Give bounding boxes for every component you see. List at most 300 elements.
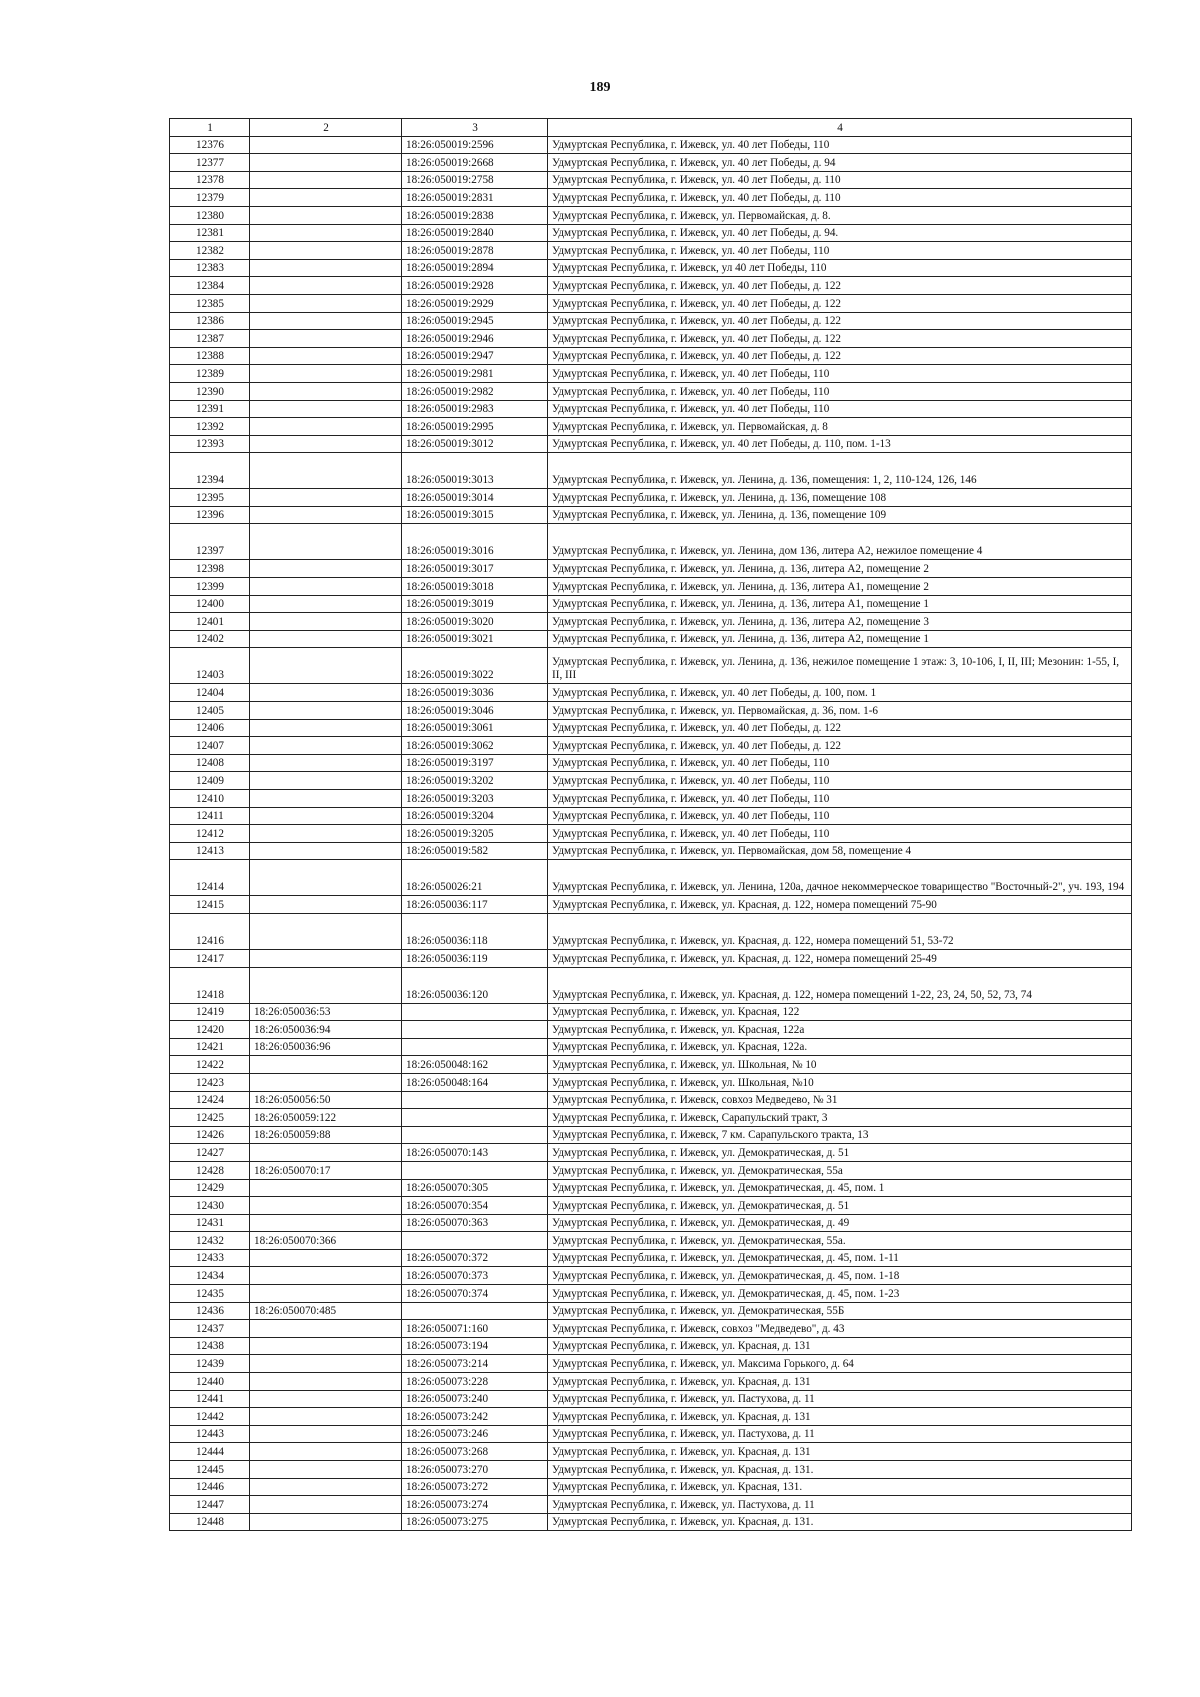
row-number: 12404	[170, 684, 250, 702]
table-row	[170, 1496, 1132, 1514]
table-row	[170, 1126, 1132, 1144]
cadastral-number-land	[250, 1056, 402, 1074]
cadastral-number-land	[250, 136, 402, 154]
cadastral-number-land	[250, 842, 402, 860]
address: Удмуртская Республика, г. Ижевск, ул. Первомайская, дом 58, помещение 4	[548, 842, 1132, 860]
cadastral-number-building: 18:26:050019:2894	[402, 259, 548, 277]
cadastral-number-building: 18:26:050048:164	[402, 1073, 548, 1091]
address: Удмуртская Республика, г. Ижевск, ул. 40 лет Победы, 110	[548, 790, 1132, 808]
cadastral-number-building: 18:26:050070:354	[402, 1197, 548, 1215]
table-row	[170, 578, 1132, 596]
address: Удмуртская Республика, г. Ижевск, ул. Ленина, д. 136, помещение 109	[548, 506, 1132, 524]
table-row	[170, 189, 1132, 207]
address: Удмуртская Республика, г. Ижевск, ул. 40 лет Победы, 110	[548, 136, 1132, 154]
row-number: 12418	[170, 967, 250, 1003]
row-number: 12440	[170, 1373, 250, 1391]
table-row	[170, 1443, 1132, 1461]
row-number: 12407	[170, 737, 250, 755]
cadastral-number-land	[250, 949, 402, 967]
address: Удмуртская Республика, г. Ижевск, ул. Школьная, №10	[548, 1073, 1132, 1091]
row-number: 12410	[170, 790, 250, 808]
cadastral-number-building: 18:26:050019:2945	[402, 312, 548, 330]
address: Удмуртская Республика, г. Ижевск, ул. 40 лет Победы, д. 94.	[548, 224, 1132, 242]
address: Удмуртская Республика, г. Ижевск, ул. Ленина, д. 136, нежилое помещение 1 этаж: 3, 10-106, I, II, III; Мезонин: 1-55, I, II, III	[548, 648, 1132, 684]
address: Удмуртская Республика, г. Ижевск, ул. 40 лет Победы, д. 122	[548, 277, 1132, 295]
table-row	[170, 330, 1132, 348]
row-number: 12416	[170, 913, 250, 949]
cadastral-number-building: 18:26:050019:2831	[402, 189, 548, 207]
row-number: 12399	[170, 578, 250, 596]
address: Удмуртская Республика, г. Ижевск, ул. 40 лет Победы, д. 122	[548, 347, 1132, 365]
column-header-2: 2	[250, 119, 402, 137]
address: Удмуртская Республика, г. Ижевск, ул. Школьная, № 10	[548, 1056, 1132, 1074]
address: Удмуртская Республика, г. Ижевск, ул. Ленина, дом 136, литера А2, нежилое помещение 4	[548, 524, 1132, 560]
table-row	[170, 400, 1132, 418]
registry-table	[169, 118, 1132, 1531]
row-number: 12436	[170, 1302, 250, 1320]
cadastral-number-land	[250, 171, 402, 189]
address: Удмуртская Республика, г. Ижевск, ул. Красная, д. 131	[548, 1337, 1132, 1355]
address: Удмуртская Республика, г. Ижевск, ул. Ленина, д. 136, литера А1, помещение 2	[548, 578, 1132, 596]
cadastral-number-land: 18:26:050036:94	[250, 1021, 402, 1039]
address: Удмуртская Республика, г. Ижевск, совхоз Медведево, № 31	[548, 1091, 1132, 1109]
address: Удмуртская Республика, г. Ижевск, ул. Первомайская, д. 8.	[548, 206, 1132, 224]
row-number: 12432	[170, 1232, 250, 1250]
cadastral-number-land	[250, 702, 402, 720]
cadastral-number-land	[250, 312, 402, 330]
table-row	[170, 206, 1132, 224]
cadastral-number-building: 18:26:050019:2995	[402, 418, 548, 436]
address: Удмуртская Республика, г. Ижевск, ул. Демократическая, д. 45, пом. 1	[548, 1179, 1132, 1197]
cadastral-number-building: 18:26:050019:3205	[402, 825, 548, 843]
cadastral-number-building: 18:26:050073:242	[402, 1408, 548, 1426]
address: Удмуртская Республика, г. Ижевск, ул. Красная, д. 131.	[548, 1461, 1132, 1479]
row-number: 12384	[170, 277, 250, 295]
table-row	[170, 560, 1132, 578]
cadastral-number-land	[250, 1197, 402, 1215]
cadastral-number-land	[250, 754, 402, 772]
row-number: 12424	[170, 1091, 250, 1109]
address: Удмуртская Республика, г. Ижевск, ул. Демократическая, д. 45, пом. 1-11	[548, 1249, 1132, 1267]
cadastral-number-building: 18:26:050073:272	[402, 1478, 548, 1496]
row-number: 12427	[170, 1144, 250, 1162]
cadastral-number-land	[250, 1179, 402, 1197]
table-row	[170, 702, 1132, 720]
cadastral-number-land	[250, 613, 402, 631]
table-row	[170, 224, 1132, 242]
table-row	[170, 1425, 1132, 1443]
table-row	[170, 825, 1132, 843]
row-number: 12443	[170, 1425, 250, 1443]
table-row	[170, 1179, 1132, 1197]
cadastral-number-building	[402, 1091, 548, 1109]
cadastral-number-land	[250, 772, 402, 790]
cadastral-number-building: 18:26:050019:2981	[402, 365, 548, 383]
table-row	[170, 1038, 1132, 1056]
row-number: 12415	[170, 896, 250, 914]
table-row	[170, 347, 1132, 365]
row-number: 12378	[170, 171, 250, 189]
cadastral-number-land	[250, 259, 402, 277]
table-row	[170, 613, 1132, 631]
row-number: 12423	[170, 1073, 250, 1091]
row-number: 12376	[170, 136, 250, 154]
cadastral-number-building: 18:26:050019:2946	[402, 330, 548, 348]
table-row	[170, 1478, 1132, 1496]
row-number: 12435	[170, 1285, 250, 1303]
row-number: 12400	[170, 595, 250, 613]
table-row	[170, 1109, 1132, 1127]
table-row	[170, 913, 1132, 949]
table-row	[170, 1461, 1132, 1479]
address: Удмуртская Республика, г. Ижевск, Сарапульский тракт, 3	[548, 1109, 1132, 1127]
table-row	[170, 1232, 1132, 1250]
table-row	[170, 896, 1132, 914]
cadastral-number-building: 18:26:050073:240	[402, 1390, 548, 1408]
address: Удмуртская Республика, г. Ижевск, ул. 40 лет Победы, 110	[548, 754, 1132, 772]
address: Удмуртская Республика, г. Ижевск, ул. 40 лет Победы, д. 122	[548, 719, 1132, 737]
address: Удмуртская Республика, г. Ижевск, ул. Красная, 131.	[548, 1478, 1132, 1496]
table-row	[170, 382, 1132, 400]
table-row	[170, 1144, 1132, 1162]
cadastral-number-building: 18:26:050070:372	[402, 1249, 548, 1267]
cadastral-number-building: 18:26:050036:120	[402, 967, 548, 1003]
cadastral-number-land	[250, 1461, 402, 1479]
table-row	[170, 506, 1132, 524]
table-row	[170, 1390, 1132, 1408]
row-number: 12437	[170, 1320, 250, 1338]
table-row	[170, 435, 1132, 453]
row-number: 12414	[170, 860, 250, 896]
table-row	[170, 489, 1132, 507]
row-number: 12419	[170, 1003, 250, 1021]
cadastral-number-land	[250, 913, 402, 949]
address: Удмуртская Республика, г. Ижевск, ул. 40 лет Победы, 110	[548, 400, 1132, 418]
table-row	[170, 595, 1132, 613]
cadastral-number-building: 18:26:050036:119	[402, 949, 548, 967]
cadastral-number-land	[250, 382, 402, 400]
row-number: 12442	[170, 1408, 250, 1426]
table-row	[170, 772, 1132, 790]
address: Удмуртская Республика, г. Ижевск, ул. Демократическая, д. 45, пом. 1-23	[548, 1285, 1132, 1303]
cadastral-number-building: 18:26:050019:582	[402, 842, 548, 860]
row-number: 12392	[170, 418, 250, 436]
row-number: 12379	[170, 189, 250, 207]
cadastral-number-land	[250, 1443, 402, 1461]
cadastral-number-land	[250, 648, 402, 684]
row-number: 12433	[170, 1249, 250, 1267]
table-row	[170, 277, 1132, 295]
cadastral-number-land	[250, 453, 402, 489]
row-number: 12439	[170, 1355, 250, 1373]
table-body	[170, 136, 1132, 1531]
row-number: 12405	[170, 702, 250, 720]
table-row	[170, 684, 1132, 702]
cadastral-number-land	[250, 347, 402, 365]
cadastral-number-land: 18:26:050059:88	[250, 1126, 402, 1144]
address: Удмуртская Республика, г. Ижевск, ул. Красная, д. 131.	[548, 1513, 1132, 1531]
table-row	[170, 259, 1132, 277]
cadastral-number-land	[250, 400, 402, 418]
cadastral-number-building: 18:26:050036:118	[402, 913, 548, 949]
row-number: 12391	[170, 400, 250, 418]
cadastral-number-land	[250, 435, 402, 453]
address: Удмуртская Республика, г. Ижевск, ул. Красная, д. 122, номера помещений 51, 53-72	[548, 913, 1132, 949]
table-row	[170, 807, 1132, 825]
cadastral-number-building: 18:26:050019:3204	[402, 807, 548, 825]
row-number: 12406	[170, 719, 250, 737]
cadastral-number-building: 18:26:050073:194	[402, 1337, 548, 1355]
cadastral-number-building: 18:26:050019:3020	[402, 613, 548, 631]
address: Удмуртская Республика, г. Ижевск, ул. Демократическая, 55а	[548, 1161, 1132, 1179]
address: Удмуртская Республика, г. Ижевск, ул. Красная, д. 122, номера помещений 75-90	[548, 896, 1132, 914]
cadastral-number-building	[402, 1109, 548, 1127]
cadastral-number-building: 18:26:050036:117	[402, 896, 548, 914]
cadastral-number-building: 18:26:050019:3021	[402, 630, 548, 648]
cadastral-number-building: 18:26:050019:2878	[402, 242, 548, 260]
address: Удмуртская Республика, г. Ижевск, ул. Первомайская, д. 36, пом. 1-6	[548, 702, 1132, 720]
address: Удмуртская Республика, г. Ижевск, ул. 40 лет Победы, 110	[548, 807, 1132, 825]
table-row	[170, 630, 1132, 648]
cadastral-number-land	[250, 825, 402, 843]
cadastral-number-land	[250, 807, 402, 825]
table-row	[170, 1355, 1132, 1373]
cadastral-number-building: 18:26:050019:3203	[402, 790, 548, 808]
row-number: 12402	[170, 630, 250, 648]
row-number: 12445	[170, 1461, 250, 1479]
cadastral-number-land: 18:26:050059:122	[250, 1109, 402, 1127]
cadastral-number-land	[250, 1320, 402, 1338]
row-number: 12390	[170, 382, 250, 400]
table-row	[170, 1302, 1132, 1320]
address: Удмуртская Республика, г. Ижевск, ул. 40 лет Победы, д. 110	[548, 171, 1132, 189]
row-number: 12426	[170, 1126, 250, 1144]
table-row	[170, 719, 1132, 737]
cadastral-number-land	[250, 277, 402, 295]
row-number: 12388	[170, 347, 250, 365]
row-number: 12417	[170, 949, 250, 967]
cadastral-number-building: 18:26:050048:162	[402, 1056, 548, 1074]
cadastral-number-building: 18:26:050070:305	[402, 1179, 548, 1197]
cadastral-number-land	[250, 506, 402, 524]
row-number: 12420	[170, 1021, 250, 1039]
cadastral-number-building: 18:26:050019:2838	[402, 206, 548, 224]
cadastral-number-land	[250, 1073, 402, 1091]
row-number: 12447	[170, 1496, 250, 1514]
cadastral-number-building: 18:26:050019:3016	[402, 524, 548, 560]
address: Удмуртская Республика, г. Ижевск, ул. 40 лет Победы, 110	[548, 242, 1132, 260]
table-row	[170, 737, 1132, 755]
address: Удмуртская Республика, г. Ижевск, ул. 40 лет Победы, д. 110	[548, 189, 1132, 207]
cadastral-number-building: 18:26:050019:3015	[402, 506, 548, 524]
row-number: 12408	[170, 754, 250, 772]
table-row	[170, 1285, 1132, 1303]
table-row	[170, 1373, 1132, 1391]
cadastral-number-land	[250, 1355, 402, 1373]
cadastral-number-land	[250, 684, 402, 702]
address: Удмуртская Республика, г. Ижевск, ул. 40 лет Победы, 110	[548, 365, 1132, 383]
table-row	[170, 154, 1132, 172]
cadastral-number-building: 18:26:050019:3046	[402, 702, 548, 720]
cadastral-number-building: 18:26:050019:3202	[402, 772, 548, 790]
row-number: 12387	[170, 330, 250, 348]
page-number: 189	[589, 80, 611, 95]
cadastral-number-building: 18:26:050019:2928	[402, 277, 548, 295]
cadastral-number-building: 18:26:050070:363	[402, 1214, 548, 1232]
cadastral-number-building: 18:26:050019:2947	[402, 347, 548, 365]
cadastral-number-building: 18:26:050073:228	[402, 1373, 548, 1391]
table-row	[170, 1249, 1132, 1267]
table-row	[170, 1214, 1132, 1232]
row-number: 12413	[170, 842, 250, 860]
row-number: 12381	[170, 224, 250, 242]
row-number: 12382	[170, 242, 250, 260]
address: Удмуртская Республика, г. Ижевск, ул. Пастухова, д. 11	[548, 1496, 1132, 1514]
cadastral-number-building: 18:26:050070:374	[402, 1285, 548, 1303]
cadastral-number-building: 18:26:050019:2840	[402, 224, 548, 242]
cadastral-number-land	[250, 365, 402, 383]
cadastral-number-building	[402, 1003, 548, 1021]
cadastral-number-land	[250, 1144, 402, 1162]
address: Удмуртская Республика, г. Ижевск, ул. Демократическая, д. 45, пом. 1-18	[548, 1267, 1132, 1285]
table-row	[170, 365, 1132, 383]
cadastral-number-building: 18:26:050019:2758	[402, 171, 548, 189]
address: Удмуртская Республика, г. Ижевск, ул 40 лет Победы, 110	[548, 259, 1132, 277]
cadastral-number-building: 18:26:050019:2668	[402, 154, 548, 172]
cadastral-number-building: 18:26:050019:3036	[402, 684, 548, 702]
table-row	[170, 1021, 1132, 1039]
address: Удмуртская Республика, г. Ижевск, ул. Красная, 122а.	[548, 1038, 1132, 1056]
address: Удмуртская Республика, г. Ижевск, ул. 40 лет Победы, д. 122	[548, 330, 1132, 348]
table-row	[170, 312, 1132, 330]
table-row	[170, 418, 1132, 436]
cadastral-number-land	[250, 524, 402, 560]
cadastral-number-land	[250, 1214, 402, 1232]
row-number: 12383	[170, 259, 250, 277]
table-row	[170, 648, 1132, 684]
address: Удмуртская Республика, г. Ижевск, ул. Ленина, д. 136, литера А2, помещение 2	[548, 560, 1132, 578]
cadastral-number-building: 18:26:050073:275	[402, 1513, 548, 1531]
row-number: 12403	[170, 648, 250, 684]
column-header-3: 3	[402, 119, 548, 137]
row-number: 12448	[170, 1513, 250, 1531]
cadastral-number-land	[250, 1337, 402, 1355]
cadastral-number-land	[250, 206, 402, 224]
address: Удмуртская Республика, г. Ижевск, ул. 40 лет Победы, 110	[548, 382, 1132, 400]
cadastral-number-land	[250, 1390, 402, 1408]
table-row	[170, 1073, 1132, 1091]
address: Удмуртская Республика, г. Ижевск, ул. Максима Горького, д. 64	[548, 1355, 1132, 1373]
address: Удмуртская Республика, г. Ижевск, ул. Пастухова, д. 11	[548, 1390, 1132, 1408]
table-row	[170, 453, 1132, 489]
row-number: 12412	[170, 825, 250, 843]
cadastral-number-land	[250, 189, 402, 207]
table-row	[170, 790, 1132, 808]
row-number: 12425	[170, 1109, 250, 1127]
address: Удмуртская Республика, г. Ижевск, ул. Ленина, д. 136, литера А2, помещение 1	[548, 630, 1132, 648]
cadastral-number-land: 18:26:050070:17	[250, 1161, 402, 1179]
row-number: 12430	[170, 1197, 250, 1215]
cadastral-number-land	[250, 1478, 402, 1496]
address: Удмуртская Республика, г. Ижевск, ул. Демократическая, д. 51	[548, 1144, 1132, 1162]
table-row	[170, 1091, 1132, 1109]
address: Удмуртская Республика, г. Ижевск, ул. Красная, д. 131	[548, 1408, 1132, 1426]
cadastral-number-land	[250, 224, 402, 242]
cadastral-number-land	[250, 330, 402, 348]
cadastral-number-building: 18:26:050019:3019	[402, 595, 548, 613]
cadastral-number-building: 18:26:050019:3061	[402, 719, 548, 737]
cadastral-number-building	[402, 1161, 548, 1179]
cadastral-number-land	[250, 578, 402, 596]
address: Удмуртская Республика, г. Ижевск, ул. Красная, 122а	[548, 1021, 1132, 1039]
cadastral-number-land	[250, 1513, 402, 1531]
row-number: 12377	[170, 154, 250, 172]
cadastral-number-land	[250, 737, 402, 755]
cadastral-number-land	[250, 418, 402, 436]
cadastral-number-building	[402, 1021, 548, 1039]
cadastral-number-land	[250, 1496, 402, 1514]
column-header-4: 4	[548, 119, 1132, 137]
table-row	[170, 842, 1132, 860]
cadastral-number-land	[250, 967, 402, 1003]
table-row	[170, 1161, 1132, 1179]
table-row	[170, 136, 1132, 154]
row-number: 12428	[170, 1161, 250, 1179]
address: Удмуртская Республика, г. Ижевск, ул. Красная, д. 131	[548, 1443, 1132, 1461]
cadastral-number-building: 18:26:050019:3022	[402, 648, 548, 684]
address: Удмуртская Республика, г. Ижевск, 7 км. Сарапульского тракта, 13	[548, 1126, 1132, 1144]
cadastral-number-building: 18:26:050073:246	[402, 1425, 548, 1443]
cadastral-number-building	[402, 1232, 548, 1250]
table-row	[170, 242, 1132, 260]
row-number: 12438	[170, 1337, 250, 1355]
address: Удмуртская Республика, г. Ижевск, ул. 40 лет Победы, д. 122	[548, 737, 1132, 755]
address: Удмуртская Республика, г. Ижевск, ул. Красная, д. 122, номера помещений 1-22, 23, 24, 50, 52, 73, 74	[548, 967, 1132, 1003]
cadastral-number-land: 18:26:050056:50	[250, 1091, 402, 1109]
cadastral-number-land	[250, 1425, 402, 1443]
address: Удмуртская Республика, г. Ижевск, ул. Ленина, 120а, дачное некоммерческое товарищество "Восточный-2", уч. 193, 194	[548, 860, 1132, 896]
cadastral-number-land	[250, 1285, 402, 1303]
row-number: 12385	[170, 294, 250, 312]
address: Удмуртская Республика, г. Ижевск, ул. Первомайская, д. 8	[548, 418, 1132, 436]
cadastral-number-building: 18:26:050019:2982	[402, 382, 548, 400]
row-number: 12401	[170, 613, 250, 631]
table-row	[170, 1320, 1132, 1338]
row-number: 12446	[170, 1478, 250, 1496]
row-number: 12393	[170, 435, 250, 453]
table-row	[170, 294, 1132, 312]
address: Удмуртская Республика, г. Ижевск, ул. Ленина, д. 136, литера А2, помещение 3	[548, 613, 1132, 631]
cadastral-number-land	[250, 790, 402, 808]
row-number: 12444	[170, 1443, 250, 1461]
table-row	[170, 949, 1132, 967]
cadastral-number-building: 18:26:050073:268	[402, 1443, 548, 1461]
row-number: 12396	[170, 506, 250, 524]
address: Удмуртская Республика, г. Ижевск, ул. Ленина, д. 136, литера А1, помещение 1	[548, 595, 1132, 613]
cadastral-number-building: 18:26:050070:373	[402, 1267, 548, 1285]
row-number: 12386	[170, 312, 250, 330]
address: Удмуртская Республика, г. Ижевск, совхоз "Медведево", д. 43	[548, 1320, 1132, 1338]
address: Удмуртская Республика, г. Ижевск, ул. 40 лет Победы, д. 110, пом. 1-13	[548, 435, 1132, 453]
row-number: 12394	[170, 453, 250, 489]
table-row	[170, 1003, 1132, 1021]
table-row	[170, 1408, 1132, 1426]
row-number: 12398	[170, 560, 250, 578]
cadastral-number-building: 18:26:050019:2983	[402, 400, 548, 418]
address: Удмуртская Республика, г. Ижевск, ул. 40 лет Победы, 110	[548, 825, 1132, 843]
table-row	[170, 1197, 1132, 1215]
cadastral-number-land	[250, 1267, 402, 1285]
